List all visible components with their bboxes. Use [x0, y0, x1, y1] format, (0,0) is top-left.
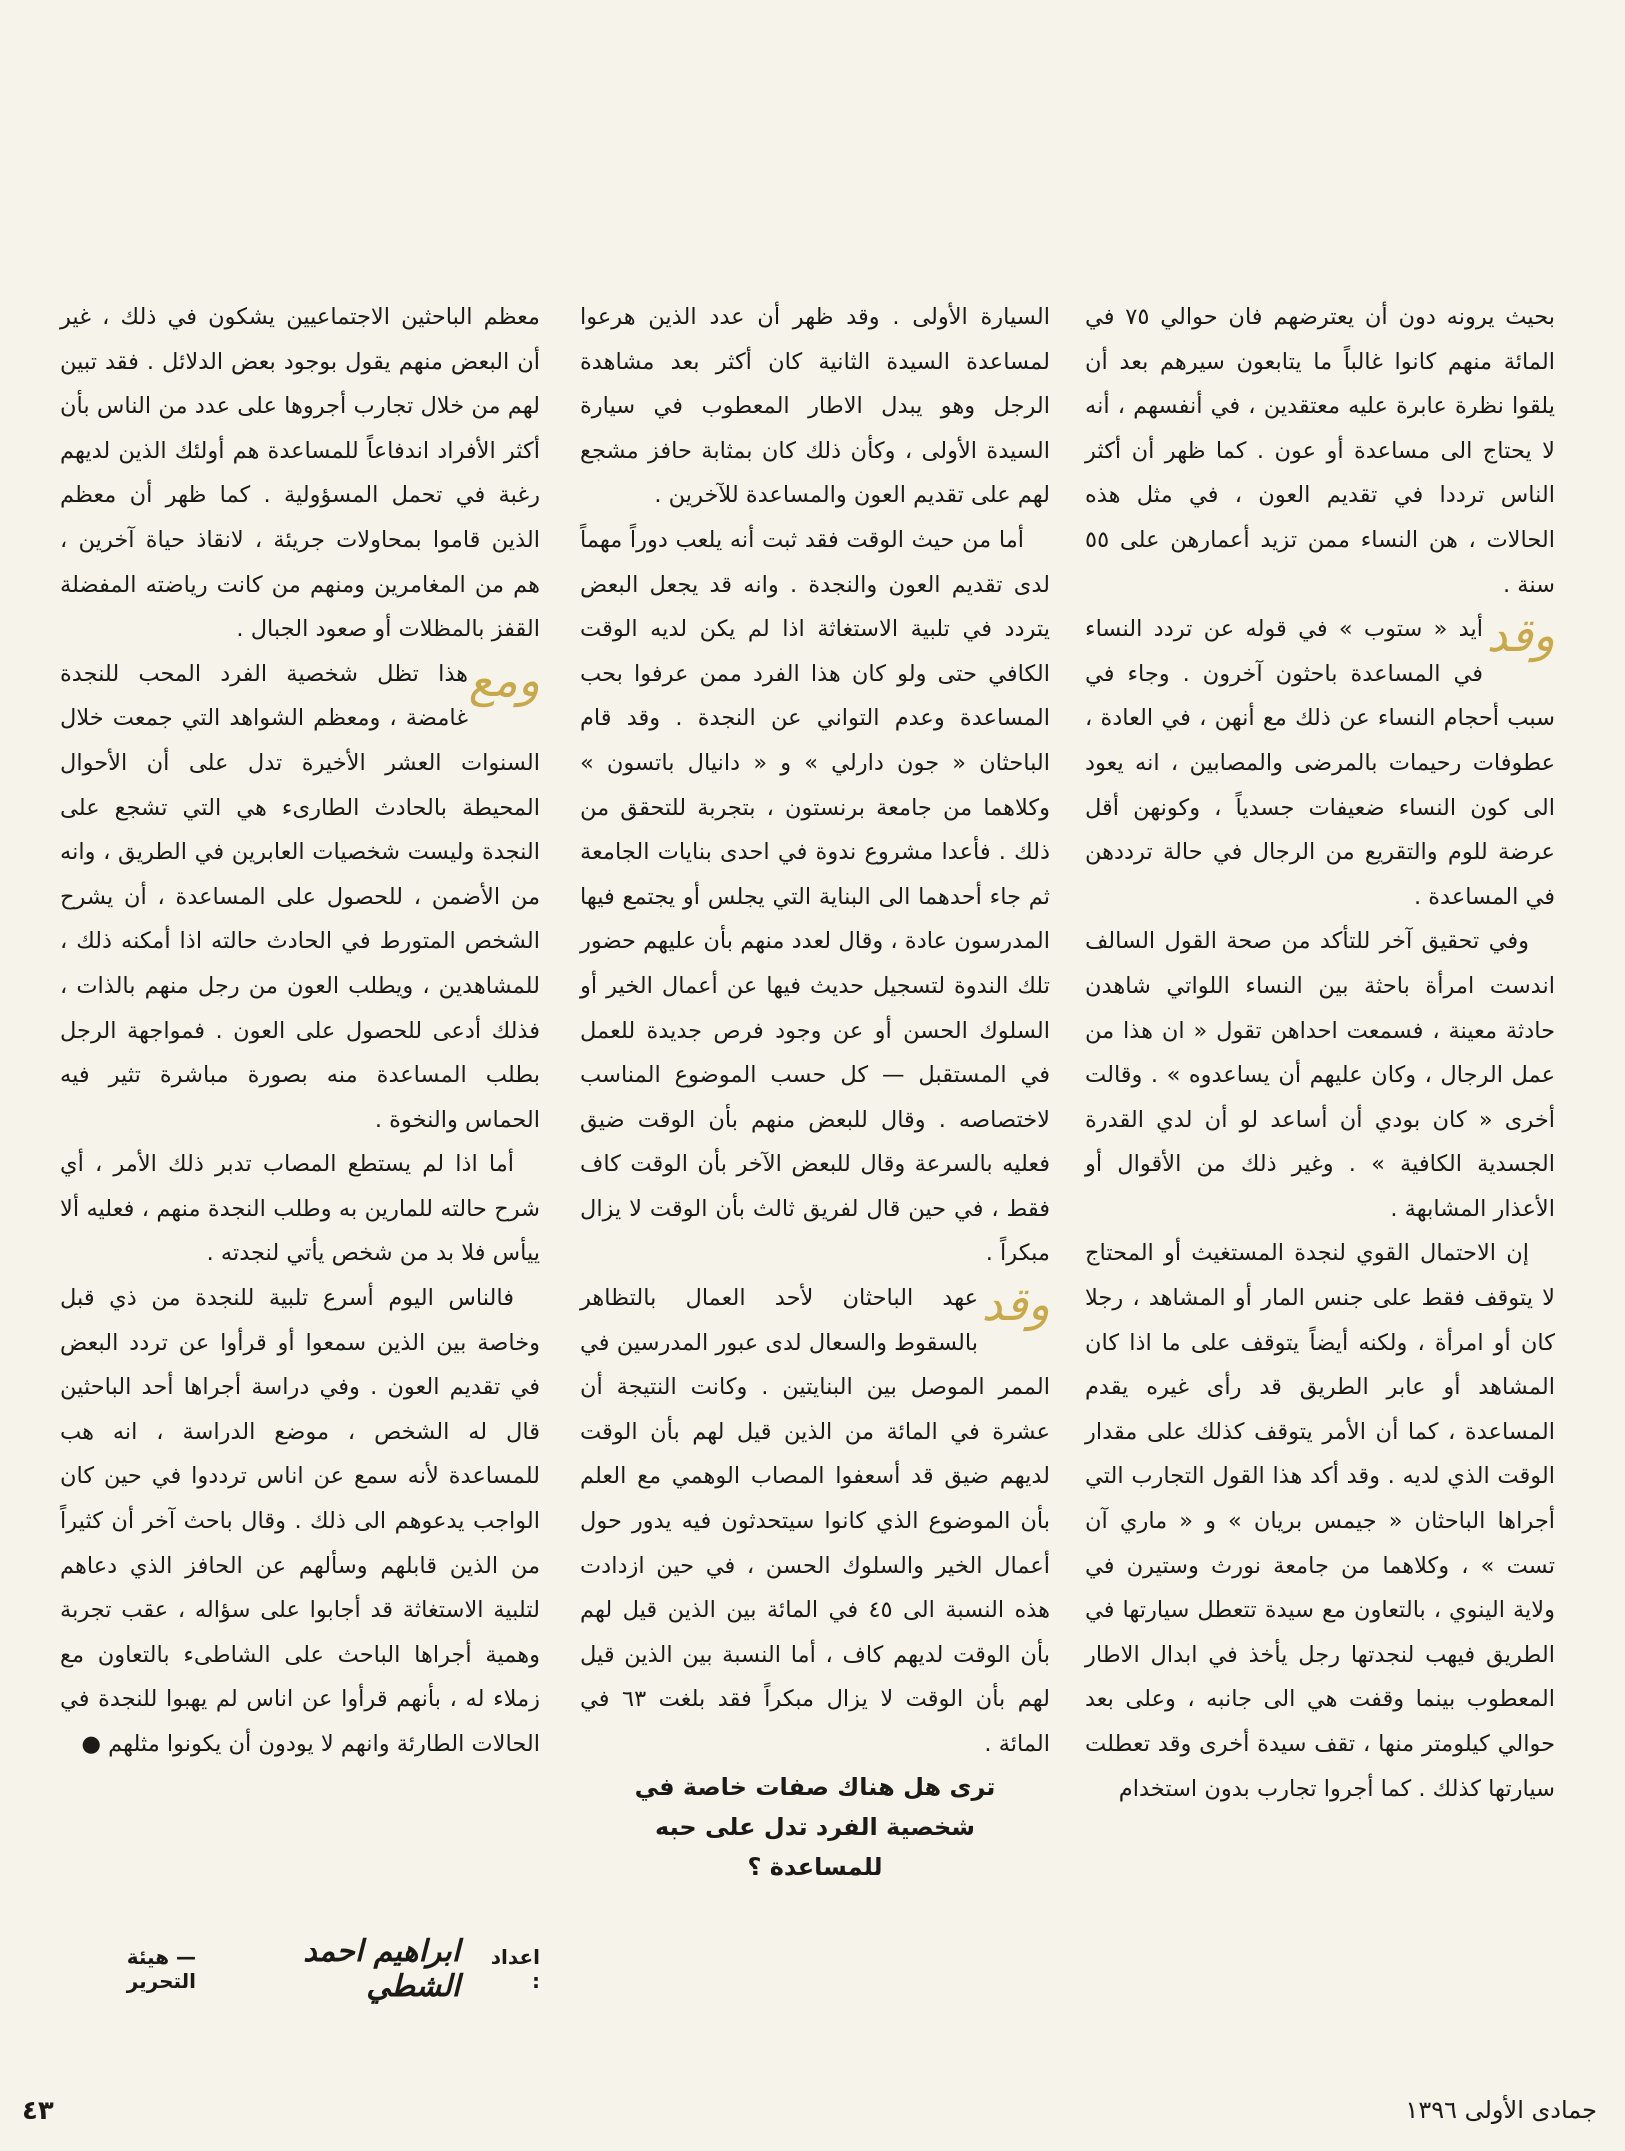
paragraph-text: عهد الباحثان لأحد العمال بالتظاهر بالسقوط والسعال لدى عبور المدرسين في الممر الموصل بين البنايتين . وكانت النتيجة أن عشرة في المائة من الذين قيل لهم بأن الوقت لديهم ضيق قد أسعفوا المصاب الوهمي مع العلم بأن الموضوع الذي كانوا سيتحدثون فيه يدور حول أعمال الخير والسلوك الحسن ، في حين ازدادت هذه النسبة الى ٤٥ في المائة بين الذين قيل لهم بأن الوقت لديهم كاف ، أما النسبة بين الذين قيل لهم بأن الوقت لا يزال مبكراً فقد بلغت ٦٣ في المائة . — [580, 1285, 1050, 1757]
paragraph: وفي تحقيق آخر للتأكد من صحة القول السالف اندست امرأة باحثة بين النساء اللواتي شاهدن حادثة معينة ، فسمعت احداهن تقول « ان هذا من عمل الرجال ، وكان عليهم أن يساعدوه » . وقالت أخرى « كان بودي أن أساعد لو أن لدي القدرة الجسدية الكافية » . وغير ذلك من الأقوال أو الأعذار المشابهة . — [1085, 928, 1555, 1222]
paragraph-text: هذا تظل شخصية الفرد المحب للنجدة غامضة ، ومعظم الشواهد التي جمعت خلال السنوات العشر الأخيرة تدل على أن الأحوال المحيطة بالحادث الطارىء هي التي تشجع على النجدة وليست شخصيات العابرين في الطريق ، وانه من الأضمن ، للحصول على المساعدة ، أن يشرح الشخص المتورط في الحادث حالته اذا أمكنه ذلك ، للمشاهدين ، ويطلب العون من رجل منهم بالذات ، فذلك أدعى للحصول على العون . فمواجهة الرجل بطلب المساعدة منه بصورة مباشرة تثير فيه الحماس والنخوة . — [60, 660, 540, 1133]
drop-cap: وقد — [981, 1277, 1050, 1332]
paragraph-text: أيد « ستوب » في قوله عن تردد النساء في المساعدة باحثون آخرون . وجاء في سبب أحجام النساء عن ذلك مع أنهن ، في العادة ، عطوفات رحيمات بالمرضى والمصابين ، انه يعود الى كون النساء ضعيفات جسدياً ، وكونهن أقل عرضة للوم والتقريع من الرجال في حالة ترددهن في المساعدة . — [1085, 616, 1555, 910]
page-number: ٤٣ — [22, 2096, 54, 2126]
article-credits — [60, 1934, 540, 2004]
paragraph: أما من حيث الوقت فقد ثبت أنه يلعب دوراً مهماً لدى تقديم العون والنجدة . وانه قد يجعل البعض يتردد في تلبية الاستغاثة اذا لم يكن لديه الوقت الكافي حتى ولو كان هذا الفرد ممن عرفوا بحب المساعدة وعدم التواني عن النجدة . وقد قام الباحثان « جون دارلي » و « دانيال باتسون » وكلاهما من جامعة برنستون ، بتجربة للتحقق من ذلك . فأعدا مشروع ندوة في احدى بنايات الجامعة ثم جاء أحدهما الى البناية التي يجلس أو يجتمع فيها المدرسون عادة ، وقال لعدد منهم بأن عليهم حضور تلك الندوة لتسجيل حديث فيها عن أعمال الخير أو السلوك الحسن أو عن وجود فرص جديدة للعمل في المستقبل — كل حسب الموضوع المناسب لاختصاصه . وقال للبعض منهم بأن الوقت ضيق فعليه بالسرعة وقال للبعض الآخر بأن الوقت كاف فقط ، في حين قال لفريق ثالث بأن الوقت لا يزال مبكراً . — [580, 526, 1050, 1267]
paragraph — [580, 1276, 1050, 1767]
paragraph — [1085, 607, 1555, 919]
article-column-left — [60, 295, 540, 1767]
paragraph: فالناس اليوم أسرع تلبية للنجدة من ذي قبل وخاصة بين الذين سمعوا أو قرأوا عن تردد البعض في تقديم العون . وفي دراسة أجراها أحد الباحثين قال له الشخص ، موضع الدراسة ، انه هب للمساعدة لأنه سمع عن اناس ترددوا في حين كان الواجب يدعوهم الى ذلك . وقال باحث آخر أن كثيراً من الذين قابلهم وسألهم عن الحافز الذي دعاهم لتلبية الاستغاثة قد أجابوا على سؤاله ، عقب تجربة وهمية أجراها الباحث على الشاطىء بالتعاون مع زملاء له ، بأنهم قرأوا عن اناس لم يهبوا للنجدة في الحالات الطارئة وانهم لا يودون أن يكونوا مثلهم ● — [60, 1285, 540, 1757]
issue-date: جمادى الأولى ١٣٩٦ — [1405, 2096, 1597, 2124]
paragraph — [60, 652, 540, 1143]
drop-cap: وقد — [1486, 608, 1555, 663]
editorial-board: — هيئة التحرير — [126, 1945, 197, 1993]
article-column-middle — [580, 295, 1050, 1887]
paragraph: معظم الباحثين الاجتماعيين يشكون في ذلك ، غير أن البعض منهم يقول بوجود بعض الدلائل . فقد تبين لهم من خلال تجارب أجروها على عدد من الناس بأن أكثر الأفراد اندفاعاً للمساعدة هم أولئك الذين لديهم رغبة في تحمل المسؤولية . كما ظهر أن معظم الذين قاموا بمحاولات جريئة ، لانقاذ حياة آخرين ، هم من المغامرين ومنهم من كانت رياضته المفضلة القفز بالمظلات أو صعود الجبال . — [60, 304, 540, 643]
paragraph: السيارة الأولى . وقد ظهر أن عدد الذين هرعوا لمساعدة السيدة الثانية كان أكثر بعد مشاهدة الرجل وهو يبدل الاطار المعطوب في سيارة السيدة الأولى ، وكأن ذلك كان بمثابة حافز مشجع لهم على تقديم العون والمساعدة للآخرين . — [580, 304, 1050, 509]
article-column-right — [1085, 295, 1555, 1811]
paragraph: أما اذا لم يستطع المصاب تدبر ذلك الأمر ، أي شرح حالته للمارين به وطلب النجدة منهم ، فعليه ألا ييأس فلا بد من شخص يأتي لنجدته . — [60, 1151, 540, 1267]
paragraph: بحيث يرونه دون أن يعترضهم فان حوالي ٧٥ في المائة منهم كانوا غالباً ما يتابعون سيرهم بعد أن يلقوا نظرة عابرة عليه معتقدين ، في أنفسهم ، أنه لا يحتاج الى مساعدة أو عون . كما ظهر أن أكثر الناس ترددا في تقديم العون ، في مثل هذه الحالات ، هن النساء ممن تزيد أعمارهن على ٥٥ سنة . — [1085, 304, 1555, 598]
credits-label: اعداد : — [490, 1945, 540, 1993]
drop-cap: ومع — [468, 652, 540, 707]
paragraph: إن الاحتمال القوي لنجدة المستغيث أو المحتاج لا يتوقف فقط على جنس المار أو المشاهد ، رجلا كان أو امرأة ، ولكنه أيضاً يتوقف على ما اذا كان المشاهد أو عابر الطريق قد رأى غيره يقدم المساعدة ، كما أن الأمر يتوقف كذلك على مقدار الوقت الذي لديه . وقد أكد هذا القول التجارب التي أجراها الباحثان « جيمس بريان » و « ماري آن تست » ، وكلاهما من جامعة نورث وستيرن في ولاية الينوي ، بالتعاون مع سيدة تتعطل سيارتها في الطريق فيهب لنجدتها رجل يأخذ في ابدال الاطار المعطوب بينما وقفت هي الى جانبه ، وعلى بعد حوالي كيلومتر منها ، تقف سيدة أخرى وقد تعطلت سيارتها كذلك . كما أجروا تجارب بدون استخدام — [1085, 1240, 1555, 1802]
section-question-heading: ترى هل هناك صفات خاصة في شخصية الفرد تدل على حبه للمساعدة ؟ — [634, 1772, 996, 1881]
author-signature: ابراهيم احمد الشطي — [303, 1934, 461, 2004]
